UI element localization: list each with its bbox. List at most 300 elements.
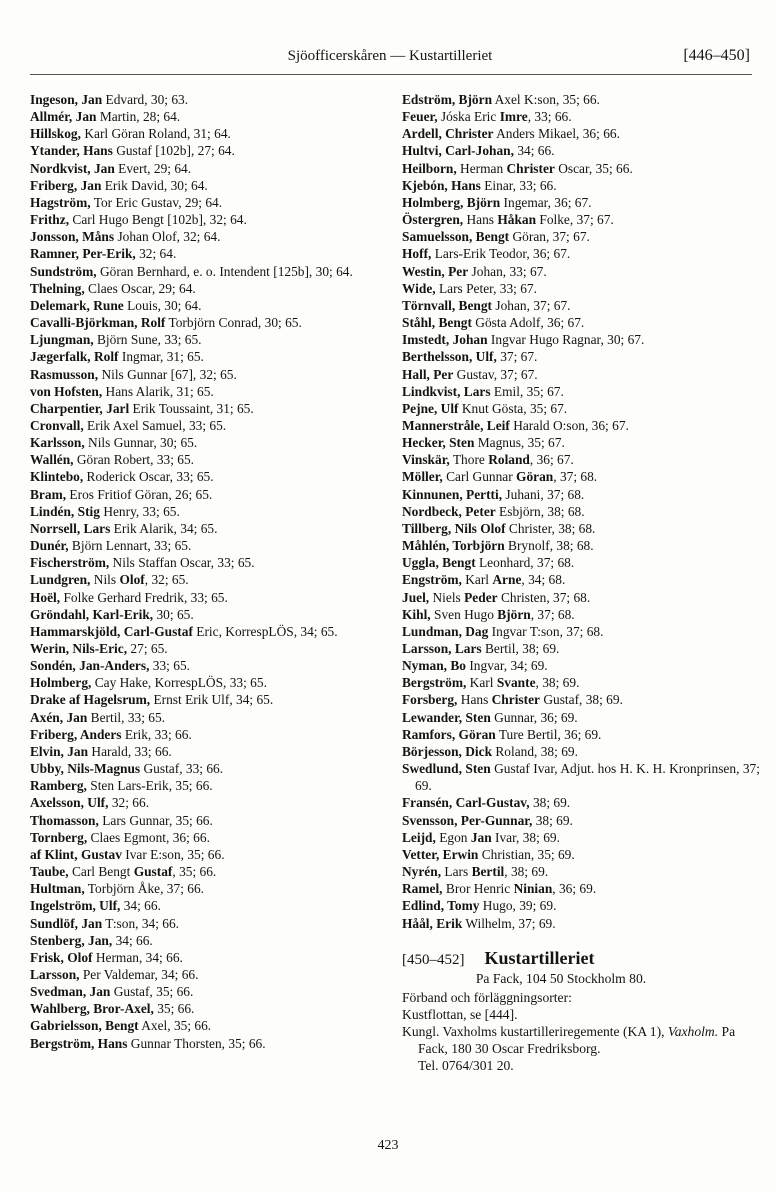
roster-entry bbox=[402, 245, 760, 262]
entry-details: Roland, 38; 69. bbox=[492, 743, 578, 759]
roster-entry bbox=[402, 589, 760, 606]
entry-details: Thore bbox=[449, 452, 489, 468]
roster-entry bbox=[30, 468, 380, 485]
entry-callname: Imre bbox=[499, 109, 528, 125]
entry-name: Hoël, bbox=[30, 589, 61, 605]
entry-details-tail: , 34; 68. bbox=[521, 572, 566, 588]
entry-details: Erik Axel Samuel, 33; 65. bbox=[83, 417, 227, 433]
entry-details: Gustaf, 35; 66. bbox=[110, 984, 194, 1000]
entry-name: Uggla, Bengt bbox=[402, 555, 476, 571]
entry-name: Dunér, bbox=[30, 538, 69, 554]
entry-details-tail: Ivar, 38; 69. bbox=[491, 829, 560, 845]
entry-name: af Klint, Gustav bbox=[30, 846, 122, 862]
entry-name: Fransén, Carl-Gustav, bbox=[402, 795, 530, 811]
entry-details: Carl Bengt bbox=[68, 864, 134, 880]
entry-callname: Gustaf bbox=[133, 864, 173, 880]
entry-name: Hagström, bbox=[30, 194, 91, 210]
page-header bbox=[30, 48, 750, 70]
entry-details: Magnus, 35; 67. bbox=[474, 435, 565, 451]
roster-entry bbox=[30, 331, 380, 348]
roster-entry bbox=[402, 91, 760, 108]
entry-details: 33; 65. bbox=[149, 658, 190, 674]
entry-details: Knut Gösta, 35; 67. bbox=[458, 400, 568, 416]
entry-name: Ingeson, Jan bbox=[30, 92, 103, 107]
roster-entry bbox=[30, 709, 380, 726]
entry-details: Göran Robert, 33; 65. bbox=[73, 452, 195, 468]
section-address: Pa Fack, 104 50 Stockholm 80. bbox=[475, 970, 647, 986]
roster-entry bbox=[30, 777, 380, 794]
entry-details: Roderick Oscar, 33; 65. bbox=[83, 469, 214, 485]
entry-details: Tor Eric Gustav, 29; 64. bbox=[90, 194, 223, 210]
entry-details: Gunnar, 36; 69. bbox=[490, 709, 578, 725]
roster-entry bbox=[30, 520, 380, 537]
roster-entry bbox=[402, 468, 760, 485]
entry-name: Taube, bbox=[30, 864, 69, 880]
roster-entry bbox=[30, 726, 380, 743]
entry-details: 34; 66. bbox=[513, 143, 555, 159]
roster-entry bbox=[402, 503, 760, 520]
roster-entry bbox=[30, 691, 380, 708]
entry-details-tail: , 38; 69. bbox=[504, 864, 549, 880]
entry-details: Carl Gunnar bbox=[442, 469, 517, 485]
entry-name: Swedlund, Sten bbox=[402, 761, 491, 777]
entry-name: Friberg, Jan bbox=[30, 177, 102, 193]
roster-entry bbox=[402, 812, 760, 829]
entry-name: Ramel, bbox=[402, 881, 443, 897]
roster-entry bbox=[402, 228, 760, 245]
entry-name: Kinnunen, Pertti, bbox=[402, 486, 503, 502]
roster-entry bbox=[402, 194, 760, 211]
running-title: Sjöofficerskåren — Kustartilleriet bbox=[287, 48, 493, 64]
roster-entry bbox=[402, 726, 760, 743]
entry-details: Eros Fritiof Göran, 26; 65. bbox=[66, 486, 213, 502]
roster-entry bbox=[402, 657, 760, 674]
entry-name: Ubby, Nils-Magnus bbox=[30, 761, 141, 777]
entry-name: Cavalli-Björkman, Rolf bbox=[30, 315, 166, 331]
entry-name: Ramberg, bbox=[30, 778, 87, 794]
entry-details: Torbjörn Åke, 37; 66. bbox=[84, 881, 205, 897]
roster-entry bbox=[30, 915, 380, 932]
entry-name: Heilborn, bbox=[402, 160, 457, 176]
entry-details: Bertil, 33; 65. bbox=[87, 709, 166, 725]
entry-name: Leijd, bbox=[402, 829, 436, 845]
entry-callname: Olof bbox=[119, 572, 145, 588]
roster-entry bbox=[30, 211, 380, 228]
entry-name: Tillberg, Nils Olof bbox=[402, 520, 506, 536]
roster-entry bbox=[30, 812, 380, 829]
entry-name: Lundgren, bbox=[30, 572, 91, 588]
entry-details: Harald O:son, 36; 67. bbox=[509, 417, 629, 433]
roster-entry bbox=[402, 142, 760, 159]
entry-details: Lars Gunnar, 35; 66. bbox=[98, 812, 213, 828]
entry-name: Nyrén, bbox=[402, 864, 442, 880]
roster-entry bbox=[30, 966, 380, 983]
roster-entry bbox=[30, 829, 380, 846]
entry-name: Måhlén, Torbjörn bbox=[402, 538, 505, 554]
roster-entry bbox=[402, 451, 760, 468]
entry-name: Lindkvist, Lars bbox=[402, 383, 491, 399]
roster-entry bbox=[30, 348, 380, 365]
entry-callname: Göran bbox=[516, 469, 554, 485]
roster-entry bbox=[30, 142, 380, 159]
entry-name: Karlsson, bbox=[30, 435, 85, 451]
entry-details: Henry, 33; 65. bbox=[99, 503, 180, 519]
entry-details: 32; 64. bbox=[135, 246, 177, 262]
roster-entry bbox=[402, 623, 760, 640]
entry-name: Rasmusson, bbox=[30, 366, 99, 382]
entry-name: Charpentier, Jarl bbox=[30, 400, 130, 416]
entry-name: Wahlberg, Bror-Axel, bbox=[30, 1001, 154, 1017]
entry-name: Edlind, Tomy bbox=[402, 898, 480, 914]
entry-details: Anders Mikael, 36; 66. bbox=[493, 126, 620, 142]
entry-name: Westin, Per bbox=[402, 263, 469, 279]
entry-details: Hans Alarik, 31; 65. bbox=[102, 383, 214, 399]
entry-callname: Christer bbox=[491, 692, 540, 708]
roster-entry bbox=[30, 863, 380, 880]
roster-entry bbox=[30, 177, 380, 194]
roster-entry bbox=[402, 606, 760, 623]
entry-name: Hultman, bbox=[30, 881, 85, 897]
roster-entry bbox=[402, 743, 760, 760]
entry-name: Holmberg, bbox=[30, 675, 92, 691]
roster-entry bbox=[402, 880, 760, 897]
entry-name: Allmér, Jan bbox=[30, 109, 97, 125]
roster-entry bbox=[30, 1000, 380, 1017]
roster-entry bbox=[30, 880, 380, 897]
roster-entry bbox=[402, 280, 760, 297]
entry-details: Niels bbox=[429, 589, 465, 605]
entry-details: Bror Henric bbox=[442, 881, 514, 897]
entry-details: Ingemar, 36; 67. bbox=[500, 194, 592, 210]
entry-name: Sundström, bbox=[30, 263, 97, 279]
roster-entry bbox=[402, 417, 760, 434]
entry-details-tail: , 32; 65. bbox=[144, 572, 189, 588]
entry-name: Klintebo, bbox=[30, 469, 84, 485]
entry-details: Juhani, 37; 68. bbox=[502, 486, 585, 502]
regiment-address: Pa Fack, 180 30 Oscar Fredriksborg. bbox=[418, 1023, 736, 1056]
entry-name: Svensson, Per-Gunnar, bbox=[402, 812, 533, 828]
regiment-name: Kungl. Vaxholms kustartilleriregemente (KA 1), bbox=[402, 1023, 665, 1039]
roster-entry bbox=[402, 108, 760, 125]
roster-entry bbox=[30, 657, 380, 674]
entry-details: 30; 65. bbox=[153, 606, 194, 622]
entry-details: Martin, 28; 64. bbox=[96, 109, 181, 125]
entry-details: Ingvar Hugo Ragnar, 30; 67. bbox=[487, 332, 645, 348]
entry-callname: Björn bbox=[497, 606, 531, 622]
roster-entry bbox=[402, 400, 760, 417]
roster-entry bbox=[30, 228, 380, 245]
entry-details: Karl bbox=[466, 675, 497, 691]
entry-details: Gustaf, 33; 66. bbox=[140, 761, 224, 777]
entry-name: Nordkvist, Jan bbox=[30, 160, 115, 176]
entry-details: Göran Bernhard, e. o. Intendent [125b], 30; 64. bbox=[96, 263, 353, 279]
roster-entry bbox=[402, 709, 760, 726]
roster-entry bbox=[30, 434, 380, 451]
entry-details: Gustaf Ivar, Adjut. hos H. K. H. Kronprinsen, 37; 69. bbox=[415, 761, 760, 794]
roster-entry bbox=[30, 743, 380, 760]
entry-details-tail: , 33; 66. bbox=[527, 109, 572, 125]
entry-details: Cay Hake, KorrespLÖS, 33; 65. bbox=[91, 675, 267, 691]
entry-details: Claes Egmont, 36; 66. bbox=[87, 829, 210, 845]
entry-callname: Bertil bbox=[471, 864, 505, 880]
entry-callname: Peder bbox=[464, 589, 498, 605]
entry-details: Ingvar, 34; 69. bbox=[466, 658, 548, 674]
entry-details: Nils bbox=[90, 572, 120, 588]
roster-entry bbox=[402, 846, 760, 863]
entry-details-tail: Folke, 37; 67. bbox=[536, 212, 614, 228]
entry-details: Johan, 33; 67. bbox=[468, 263, 547, 279]
entry-name: Hecker, Sten bbox=[402, 435, 475, 451]
roster-entry bbox=[30, 606, 380, 623]
entry-name: Larsson, bbox=[30, 966, 80, 982]
roster-entry bbox=[402, 794, 760, 811]
entry-details-tail: Gustaf, 38; 69. bbox=[539, 692, 623, 708]
roster-entry bbox=[30, 932, 380, 949]
entry-details: Ingvar T:son, 37; 68. bbox=[488, 623, 604, 639]
right-column-entries bbox=[402, 91, 760, 932]
entry-name: Hillskog, bbox=[30, 126, 81, 142]
entry-details: Leonhard, 37; 68. bbox=[475, 555, 575, 571]
entry-name: Fischerström, bbox=[30, 555, 110, 571]
roster-entry bbox=[402, 897, 760, 914]
entry-details: Sten Lars-Erik, 35; 66. bbox=[86, 778, 213, 794]
entry-name: Östergren, bbox=[402, 212, 464, 228]
entry-name: Hultvi, Carl-Johan, bbox=[402, 143, 514, 159]
roster-entry bbox=[402, 297, 760, 314]
entry-details: 34; 66. bbox=[120, 898, 161, 914]
roster-entry bbox=[402, 640, 760, 657]
entry-details: Nils Gunnar, 30; 65. bbox=[84, 435, 198, 451]
entry-details: 32; 66. bbox=[108, 795, 150, 811]
entry-name: Engström, bbox=[402, 572, 462, 588]
entry-details: Torbjörn Conrad, 30; 65. bbox=[165, 315, 302, 331]
entry-name: Berthelsson, Ulf, bbox=[402, 349, 497, 365]
entry-details: Ernst Erik Ulf, 34; 65. bbox=[150, 692, 274, 708]
roster-entry bbox=[30, 245, 380, 262]
entry-name: Lindén, Stig bbox=[30, 503, 100, 519]
entry-name: Ramner, Per-Erik, bbox=[30, 246, 136, 262]
header-rule bbox=[30, 74, 752, 75]
roster-entry bbox=[402, 915, 760, 932]
roster-entry bbox=[402, 331, 760, 348]
entry-name: Jonsson, Måns bbox=[30, 229, 115, 245]
entry-name: Hall, Per bbox=[402, 366, 454, 382]
roster-entry bbox=[30, 297, 380, 314]
entry-details: Nils Gunnar [67], 32; 65. bbox=[98, 366, 237, 382]
entry-name: Forsberg, bbox=[402, 692, 458, 708]
roster-entry bbox=[30, 1017, 380, 1034]
entry-details: Gustav, 37; 67. bbox=[453, 366, 538, 382]
roster-entry bbox=[30, 674, 380, 691]
entry-details: Herman, 34; 66. bbox=[92, 949, 183, 965]
entry-details: Eric, KorrespLÖS, 34; 65. bbox=[192, 623, 338, 639]
entry-name: Hoff, bbox=[402, 246, 432, 262]
entry-details: Herman bbox=[456, 160, 507, 176]
roster-entry bbox=[402, 520, 760, 537]
entry-details-tail: , 37; 68. bbox=[553, 469, 598, 485]
roster-entry bbox=[402, 434, 760, 451]
entry-details: Johan Olof, 32; 64. bbox=[114, 229, 221, 245]
roster-entry bbox=[30, 1035, 380, 1052]
entry-details: Ingmar, 31; 65. bbox=[118, 349, 204, 365]
entry-name: Frithz, bbox=[30, 212, 70, 228]
roster-entry bbox=[30, 125, 380, 142]
entry-name: Bergström, Hans bbox=[30, 1035, 128, 1051]
entry-name: Möller, bbox=[402, 469, 443, 485]
roster-entry bbox=[30, 280, 380, 297]
entry-details: Louis, 30; 64. bbox=[123, 297, 202, 313]
entry-details: Erik Toussaint, 31; 65. bbox=[129, 400, 254, 416]
entry-name: Vinskär, bbox=[402, 452, 450, 468]
entry-name: Larsson, Lars bbox=[402, 641, 482, 656]
entry-name: Samuelsson, Bengt bbox=[402, 229, 510, 245]
entry-details: Lars-Erik Teodor, 36; 67. bbox=[431, 246, 571, 262]
entry-details: Karl Göran Roland, 31; 64. bbox=[80, 126, 231, 142]
entry-name: Vetter, Erwin bbox=[402, 846, 479, 862]
section-line-units: Förband och förläggningsorter: bbox=[402, 989, 572, 1005]
entry-details: Jóska Eric bbox=[437, 109, 500, 125]
entry-details: Per Valdemar, 34; 66. bbox=[79, 966, 199, 982]
entry-details: Ture Bertil, 36; 69. bbox=[495, 726, 602, 742]
entry-name: Börjesson, Dick bbox=[402, 743, 493, 759]
entry-details: Gunnar Thorsten, 35; 66. bbox=[127, 1035, 266, 1051]
roster-entry bbox=[30, 263, 380, 280]
entry-name: Frisk, Olof bbox=[30, 949, 93, 965]
roster-entry bbox=[30, 760, 380, 777]
roster-entry bbox=[30, 640, 380, 657]
roster-entry bbox=[402, 383, 760, 400]
entry-details-tail: Oscar, 35; 66. bbox=[554, 160, 633, 176]
entry-name: Håål, Erik bbox=[402, 915, 463, 931]
entry-details: Ivar E:son, 35; 66. bbox=[121, 846, 225, 862]
entry-name: Axén, Jan bbox=[30, 709, 88, 725]
entry-details: Erik Alarik, 34; 65. bbox=[110, 520, 218, 536]
roster-entry bbox=[30, 503, 380, 520]
roster-entry bbox=[30, 554, 380, 571]
entry-name: Hammarskjöld, Carl-Gustaf bbox=[30, 623, 193, 639]
entry-details: Bertil, 38; 69. bbox=[481, 641, 560, 656]
roster-entry bbox=[30, 589, 380, 606]
roster-entry bbox=[402, 125, 760, 142]
section-line-fleet: Kustflottan, se [444]. bbox=[402, 1006, 518, 1022]
entry-details: T:son, 34; 66. bbox=[102, 915, 180, 931]
entry-name: Ljungman, bbox=[30, 332, 94, 348]
entry-callname: Håkan bbox=[497, 212, 537, 228]
section-range: [446–450] bbox=[683, 47, 750, 64]
entry-details: 27; 65. bbox=[127, 641, 168, 656]
entry-name: Stenberg, Jan, bbox=[30, 932, 113, 948]
entry-name: von Hofsten, bbox=[30, 383, 103, 399]
regiment-location: Vaxholm. bbox=[667, 1023, 719, 1039]
entry-name: Lewander, Sten bbox=[402, 709, 491, 725]
entry-callname: Jan bbox=[470, 829, 492, 845]
entry-name: Thelning, bbox=[30, 280, 85, 296]
entry-details: Karl bbox=[461, 572, 493, 588]
entry-details-tail: , 35; 66. bbox=[172, 864, 217, 880]
roster-entry bbox=[402, 554, 760, 571]
entry-details: Claes Oscar, 29; 64. bbox=[84, 280, 196, 296]
entry-details: Christian, 35; 69. bbox=[478, 846, 575, 862]
roster-entry bbox=[402, 571, 760, 588]
entry-details: Axel K:son, 35; 66. bbox=[492, 92, 600, 107]
entry-details: Björn Sune, 33; 65. bbox=[93, 332, 202, 348]
roster-entry bbox=[30, 160, 380, 177]
roster-entry bbox=[402, 366, 760, 383]
entry-details: Carl Hugo Bengt [102b], 32; 64. bbox=[69, 212, 247, 228]
entry-details: 34; 66. bbox=[112, 932, 153, 948]
entry-name: Elvin, Jan bbox=[30, 743, 89, 759]
entry-details: Evert, 29; 64. bbox=[114, 160, 192, 176]
entry-name: Gabrielsson, Bengt bbox=[30, 1018, 139, 1034]
entry-name: Nordbeck, Peter bbox=[402, 503, 496, 519]
entry-details: Sven Hugo bbox=[430, 606, 498, 622]
entry-details: Hugo, 39; 69. bbox=[479, 898, 557, 914]
entry-name: Ramfors, Göran bbox=[402, 726, 496, 742]
roster-entry bbox=[402, 486, 760, 503]
entry-name: Thomasson, bbox=[30, 812, 99, 828]
entry-name: Juel, bbox=[402, 589, 430, 605]
roster-entry bbox=[402, 263, 760, 280]
entry-name: Nyman, Bo bbox=[402, 658, 466, 674]
roster-entry bbox=[30, 108, 380, 125]
section-line-regiment bbox=[402, 1023, 760, 1074]
entry-details: 35; 66. bbox=[153, 1001, 195, 1017]
entry-name: Norrsell, Lars bbox=[30, 520, 111, 536]
entry-name: Imstedt, Johan bbox=[402, 332, 488, 348]
roster-entry bbox=[402, 160, 760, 177]
entry-details: Wilhelm, 37; 69. bbox=[462, 915, 556, 931]
entry-name: Sondén, Jan-Anders, bbox=[30, 658, 150, 674]
entry-callname: Christer bbox=[506, 160, 555, 176]
entry-name: Ardell, Christer bbox=[402, 126, 494, 142]
entry-callname: Arne bbox=[492, 572, 522, 588]
roster-entry bbox=[402, 829, 760, 846]
entry-details: Esbjörn, 38; 68. bbox=[495, 503, 585, 519]
entry-details: Gösta Adolf, 36; 67. bbox=[471, 315, 585, 331]
entry-details: Johan, 37; 67. bbox=[492, 297, 571, 313]
roster-entry bbox=[30, 623, 380, 640]
entry-details: Björn Lennart, 33; 65. bbox=[68, 538, 192, 554]
section-heading bbox=[402, 947, 760, 969]
entry-details: 38; 69. bbox=[532, 812, 573, 828]
roster-entry bbox=[30, 451, 380, 468]
entry-details: Axel, 35; 66. bbox=[138, 1018, 212, 1034]
roster-entry bbox=[30, 571, 380, 588]
entry-name: Wide, bbox=[402, 280, 436, 296]
roster-entry bbox=[402, 691, 760, 708]
entry-details: Harald, 33; 66. bbox=[88, 743, 172, 759]
roster-entry bbox=[30, 383, 380, 400]
entry-details-tail: , 38; 69. bbox=[535, 675, 580, 691]
roster-entry bbox=[30, 537, 380, 554]
entry-details: Folke Gerhard Fredrik, 33; 65. bbox=[60, 589, 228, 605]
entry-name: Feuer, bbox=[402, 109, 438, 125]
entry-name: Bram, bbox=[30, 486, 67, 502]
roster-entry bbox=[30, 366, 380, 383]
entry-name: Edström, Björn bbox=[402, 92, 493, 107]
entry-details: Göran, 37; 67. bbox=[509, 229, 590, 245]
entry-name: Friberg, Anders bbox=[30, 726, 122, 742]
entry-details-tail: , 37; 68. bbox=[530, 606, 575, 622]
roster-entry bbox=[30, 794, 380, 811]
roster-entry bbox=[30, 91, 380, 108]
entry-name: Pejne, Ulf bbox=[402, 400, 459, 416]
entry-details: Christer, 38; 68. bbox=[505, 520, 596, 536]
entry-name: Tornberg, bbox=[30, 829, 88, 845]
entry-details: Einar, 33; 66. bbox=[480, 177, 557, 193]
roster-entry bbox=[30, 486, 380, 503]
entry-name: Bergström, bbox=[402, 675, 467, 691]
